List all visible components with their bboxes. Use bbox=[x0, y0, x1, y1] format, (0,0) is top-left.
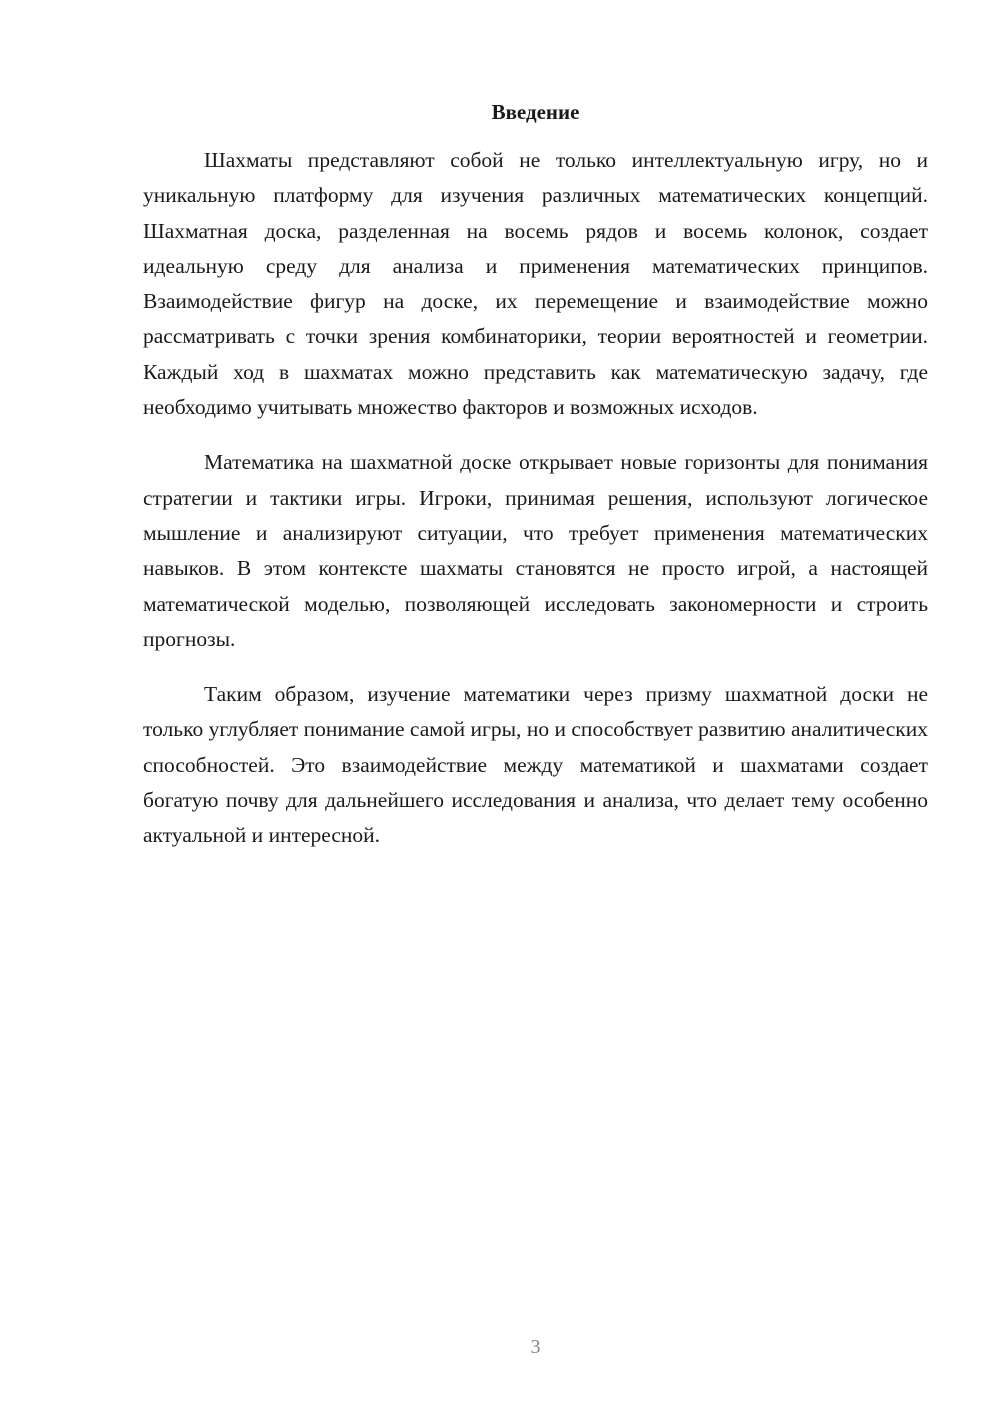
paragraph-2: Математика на шахматной доске открывает новые горизонты для понимания стратегии и тактики игры. Игроки, принимая решения, используют логическое мышление и анализируют ситуации, что требует применения математических навыков. В этом контексте шахматы становятся не просто игрой, а настоящей математической моделью, позволяющей исследовать закономерности и строить прогнозы. bbox=[143, 450, 928, 651]
page-number: 3 bbox=[530, 1336, 541, 1358]
paragraph-1: Шахматы представляют собой не только интеллектуальную игру, но и уникальную платформу для изучения различных математических концепций. Шахматная доска, разделенная на восемь рядов и восемь колонок, создает идеальную среду для анализа и применения математических принципов. Взаимодействие фигур на доске, их перемещение и взаимодействие можно рассматривать с точки зрения комбинаторики, теории вероятностей и геометрии. Каждый ход в шахматах можно представить как математическую задачу, где необходимо учитывать множество факторов и возможных исходов. bbox=[143, 148, 928, 420]
section-title: Введение bbox=[491, 100, 580, 124]
body-text bbox=[143, 143, 928, 874]
paragraph-3: Таким образом, изучение математики через призму шахматной доски не только углубляет понимание самой игры, но и способствует развитию аналитических способностей. Это взаимодействие между математикой и шахматами создает богатую почву для дальнейшего исследования и анализа, что делает тему особенно актуальной и интересной. bbox=[143, 682, 928, 848]
